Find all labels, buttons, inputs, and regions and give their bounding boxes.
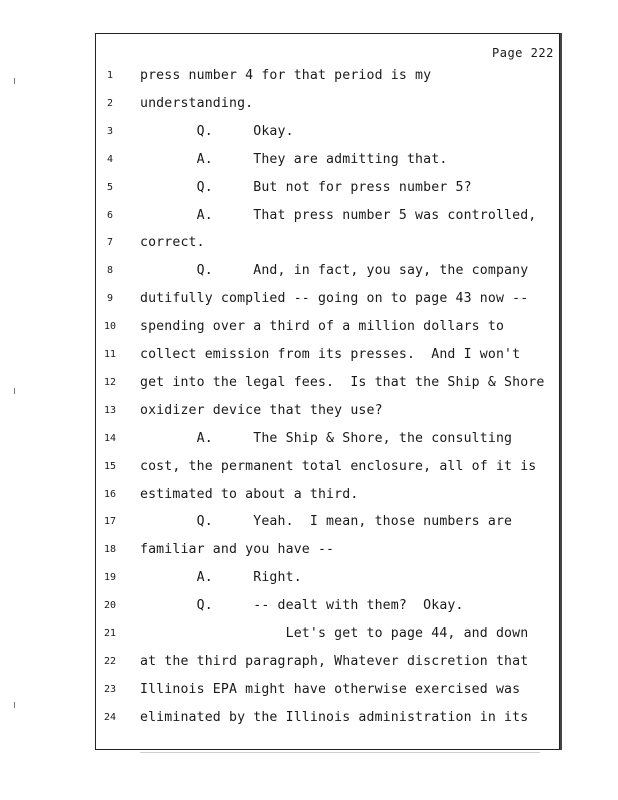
- line-text: A. That press number 5 was controlled,: [140, 207, 537, 223]
- line-number: 18: [103, 544, 117, 556]
- line-number: 3: [106, 125, 114, 137]
- line-number: 15: [103, 460, 117, 472]
- line-number: 4: [106, 153, 114, 165]
- transcript-line: [0, 208, 618, 228]
- line-text: estimated to about a third.: [140, 486, 359, 502]
- line-text: Let's get to page 44, and down: [140, 626, 529, 641]
- transcript-line: [0, 68, 618, 88]
- line-text: get into the legal fees. Is that the Ship & Shore: [140, 374, 545, 390]
- line-text: press number 4 for that period is my: [140, 68, 432, 83]
- transcript-line: [0, 682, 618, 702]
- line-text: Illinois EPA might have otherwise exercised was: [140, 681, 521, 697]
- line-text: collect emission from its presses. And I won't: [140, 347, 521, 362]
- line-number: 2: [106, 97, 114, 109]
- transcript-line: [0, 710, 618, 730]
- line-text: understanding.: [140, 95, 254, 111]
- line-number: 17: [103, 516, 117, 528]
- line-text: eliminated by the Illinois administration in its: [140, 709, 529, 725]
- line-text: oxidizer device that they use?: [140, 402, 383, 418]
- transcript-line: [0, 570, 618, 590]
- line-number: 7: [106, 237, 114, 249]
- transcript-line: [0, 403, 618, 423]
- transcript-line: [0, 319, 618, 339]
- transcript-line: [0, 459, 618, 479]
- transcript-line: [0, 598, 618, 618]
- line-text: dutifully complied -- going on to page 43 now --: [140, 291, 529, 307]
- line-text: Q. -- dealt with them? Okay.: [140, 598, 464, 614]
- line-text: A. They are admitting that.: [140, 151, 448, 167]
- line-number: 21: [103, 628, 117, 639]
- line-text: A. Right.: [140, 570, 302, 586]
- line-text: spending over a third of a million dollars to: [140, 319, 505, 335]
- bottom-edge-mark: [140, 752, 540, 753]
- line-number: 8: [106, 265, 114, 277]
- line-number: 10: [103, 321, 117, 333]
- page-number-label: Page 222: [492, 46, 554, 60]
- hole-punch-mark: [14, 702, 19, 708]
- transcript-line: [0, 124, 618, 144]
- transcript-line: [0, 152, 618, 172]
- transcript-line: [0, 96, 618, 116]
- line-text: A. The Ship & Shore, the consulting: [140, 430, 513, 446]
- transcript-line: [0, 263, 618, 283]
- line-number: 23: [103, 683, 117, 695]
- line-text: Q. And, in fact, you say, the company: [140, 263, 529, 279]
- line-number: 12: [103, 376, 117, 388]
- transcript-line: [0, 654, 618, 674]
- transcript-line: [0, 180, 618, 200]
- line-number: 6: [106, 209, 114, 221]
- transcript-line: [0, 626, 618, 646]
- line-number: 11: [103, 349, 117, 360]
- line-number: 14: [103, 432, 117, 444]
- line-number: 16: [103, 488, 117, 500]
- transcript-line: [0, 235, 618, 255]
- transcript-line: [0, 514, 618, 534]
- line-text: Q. Yeah. I mean, those numbers are: [140, 514, 513, 530]
- line-text: correct.: [140, 235, 205, 251]
- transcript-line: [0, 291, 618, 311]
- line-number: 22: [103, 655, 117, 667]
- line-text: at the third paragraph, Whatever discretion that: [140, 653, 529, 669]
- line-number: 24: [103, 711, 117, 723]
- transcript-line: [0, 542, 618, 562]
- line-number: 1: [106, 70, 114, 81]
- line-text: Q. But not for press number 5?: [140, 179, 472, 195]
- line-number: 5: [106, 181, 114, 193]
- transcript-line: [0, 487, 618, 507]
- line-number: 19: [103, 572, 117, 584]
- line-number: 9: [106, 293, 114, 305]
- line-number: 20: [103, 600, 117, 612]
- transcript-line: [0, 347, 618, 367]
- transcript-line: [0, 375, 618, 395]
- transcript-line: [0, 431, 618, 451]
- line-text: cost, the permanent total enclosure, all of it is: [140, 458, 537, 474]
- line-text: Q. Okay.: [140, 123, 294, 139]
- line-number: 13: [103, 404, 117, 416]
- line-text: familiar and you have --: [140, 542, 335, 558]
